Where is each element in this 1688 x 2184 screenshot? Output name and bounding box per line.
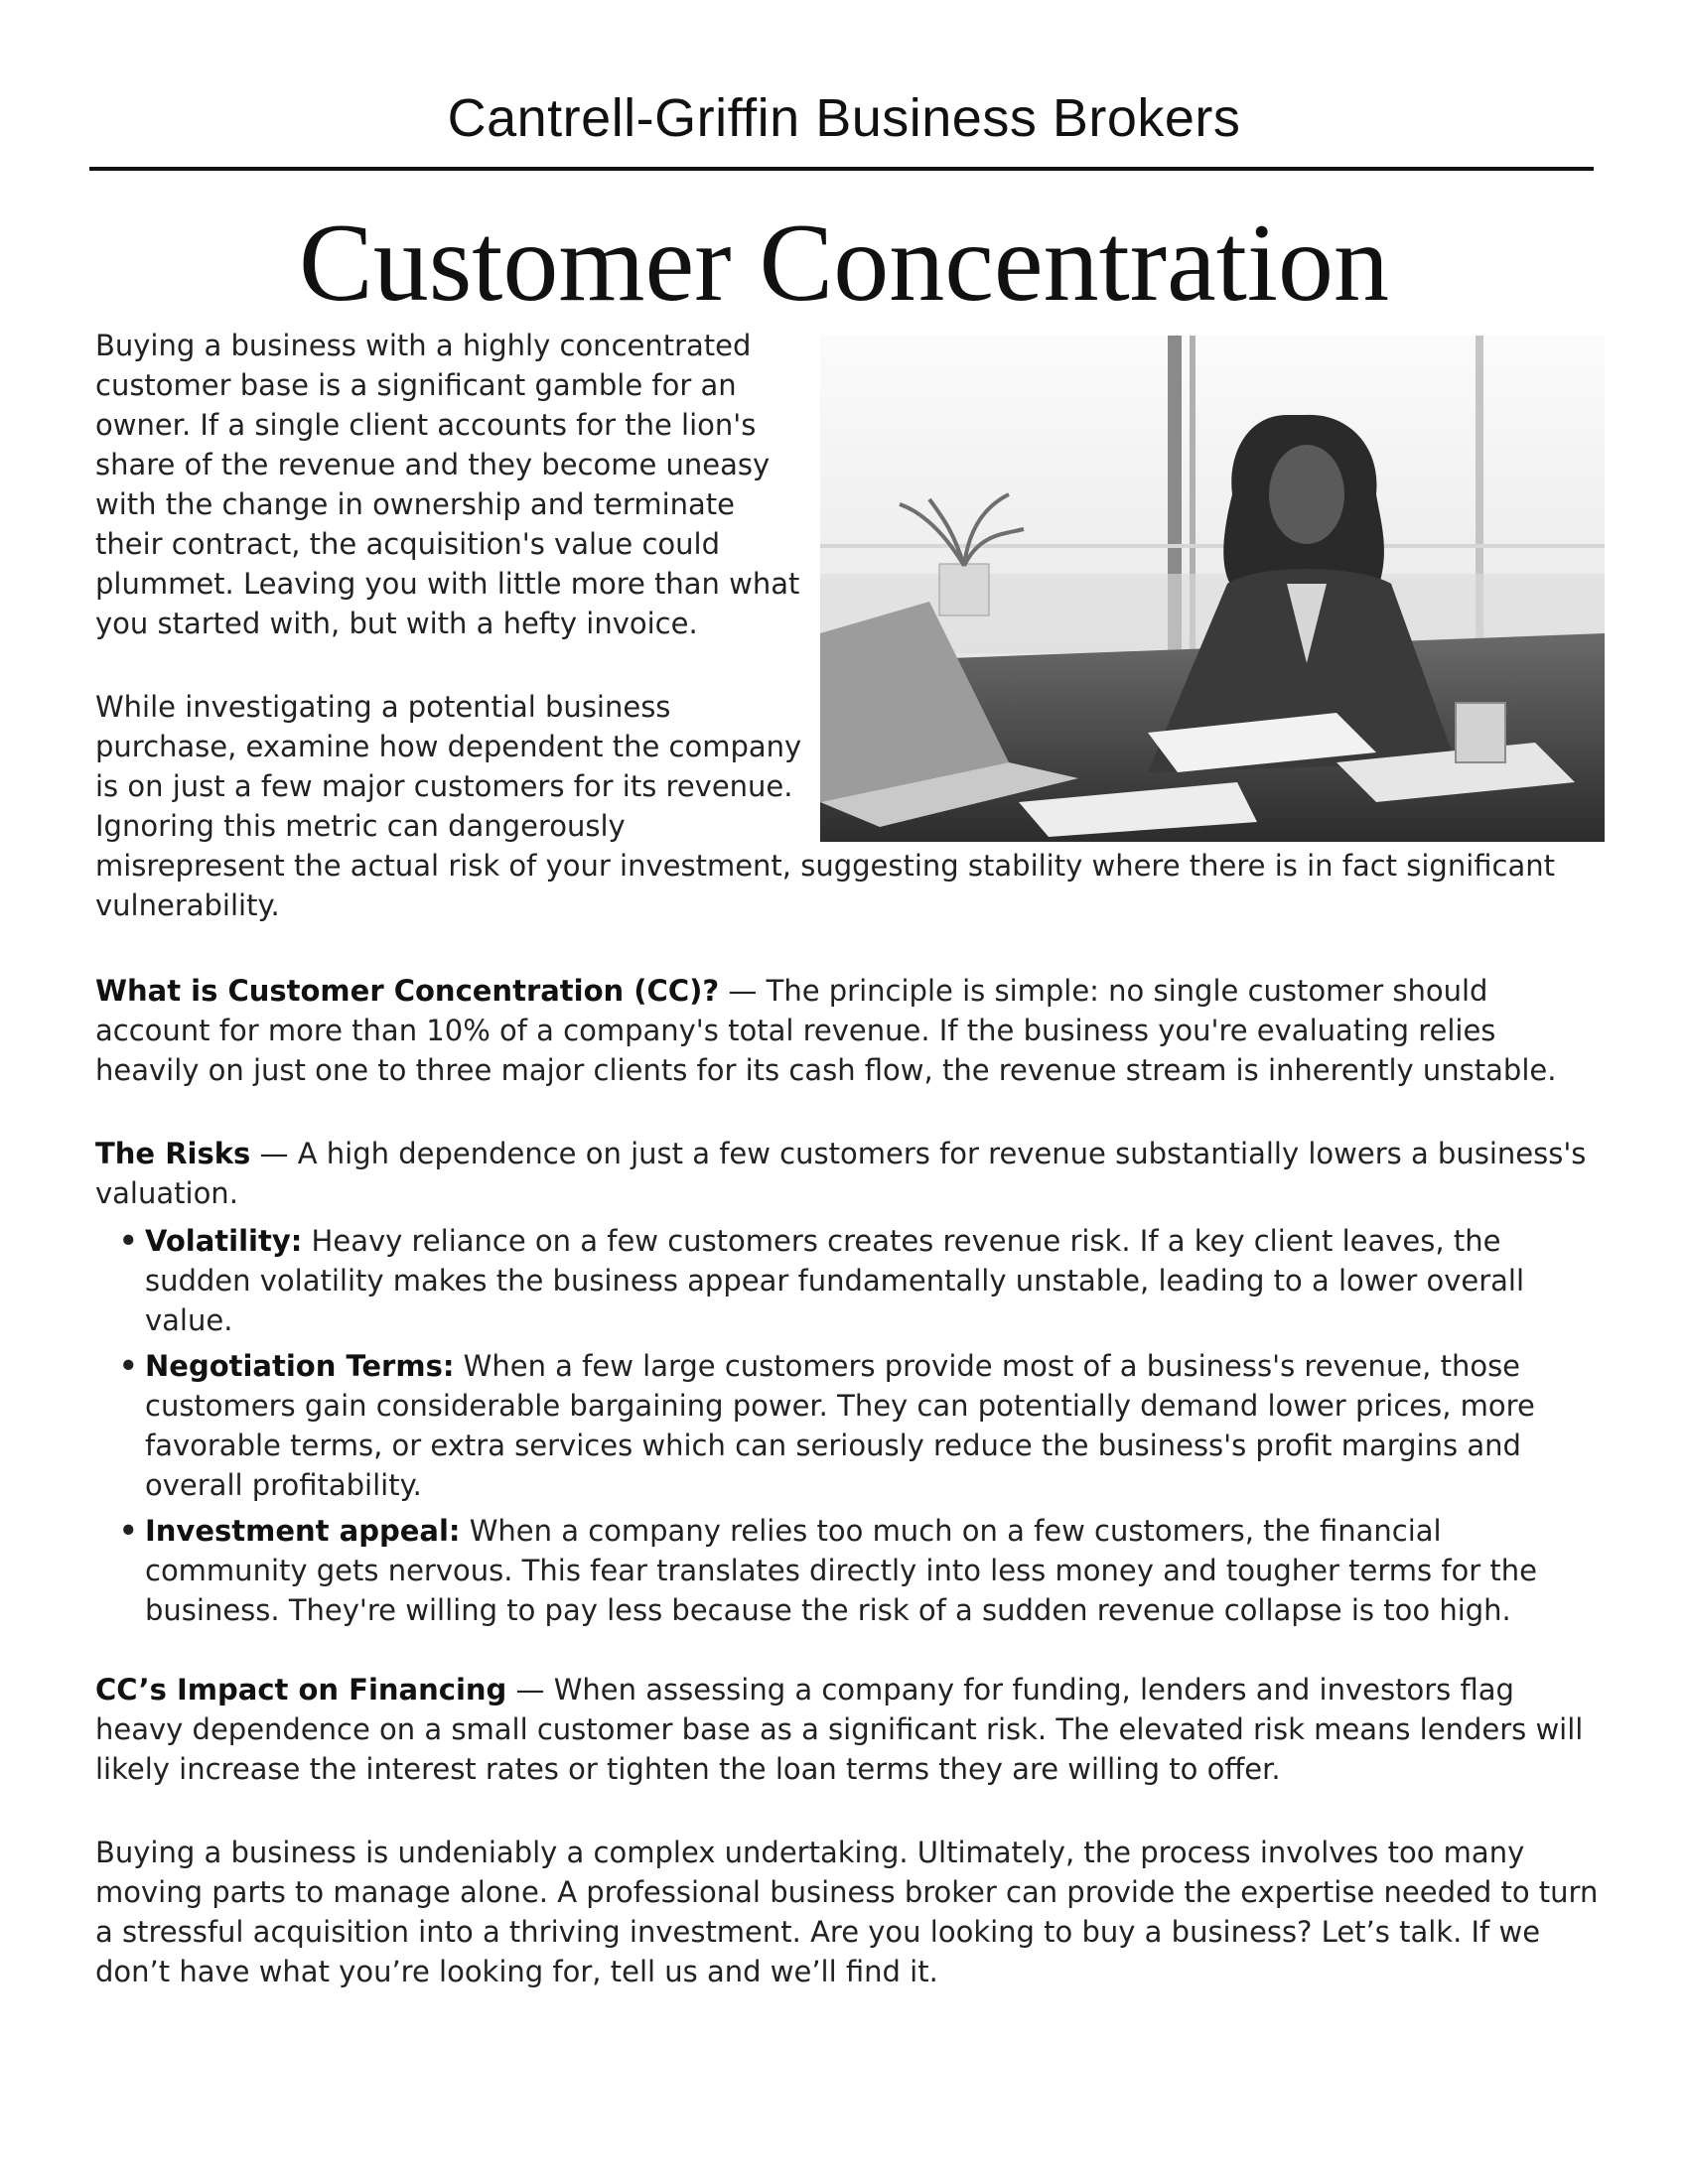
list-item <box>95 1221 1605 1340</box>
bullet-icon: • <box>119 1224 138 1258</box>
bullet-text: When a company relies too much on a few customers, the financial community gets nervous. This fear translates directly into less money and tougher terms for the business. They're willing to pay less because the risk of a sudden revenue collapse is too high. <box>145 1514 1538 1627</box>
intro-section <box>95 326 1605 925</box>
bullet-text: When a few large customers provide most of a business's revenue, those customers gain considerable bargaining power. They can potentially demand lower prices, more favorable terms, or extra services which can seriously reduce the business's profit margins and overall profitability. <box>145 1349 1535 1502</box>
bullet-text: Heavy reliance on a few customers creates revenue risk. If a key client leaves, the sudden volatility makes the business appear fundamentally unstable, leading to a lower overall value. <box>145 1224 1525 1337</box>
closing-paragraph: Buying a business is undeniably a complex undertaking. Ultimately, the process involves too many moving parts to manage alone. A professional business broker can provide the expertise needed to turn a stressful acquisition into a thriving investment. Are you looking to buy a business? Let’s talk. If we don’t have what you’re looking for, tell us and we’ll find it. <box>95 1836 1599 1988</box>
content-sections <box>95 971 1605 1991</box>
risks-bullet-list <box>95 1221 1605 1630</box>
company-name: Cantrell-Griffin Business Brokers <box>447 88 1241 148</box>
businesswoman-office-photo <box>820 336 1605 842</box>
intro-paragraph-2: While investigating a potential business purchase, examine how dependent the company is on just a few major customers for its revenue. Ignoring this metric can dangerously misrepresent the actual risk of your investment, suggesting stability where there is in fact significant vulnerability. <box>95 690 1556 922</box>
what-is-cc-text: — The principle is simple: no single customer should account for more than 10% of a company's total revenue. If the business you're evaluating relies heavily on just one to three major clients for its cash flow, the revenue stream is inherently unstable. <box>95 974 1557 1087</box>
what-is-cc-heading: What is Customer Concentration (CC)? <box>95 974 720 1008</box>
intro-paragraph-1: Buying a business with a highly concentrated customer base is a significant gamble for an owner. If a single client accounts for the lion's share of the revenue and they become uneasy with the change in ownership and terminate their contract, the acquisition's value could plummet. Leaving you with little more than what you started with, but with a hefty invoice. <box>95 329 800 640</box>
financing-heading: CC’s Impact on Financing <box>95 1673 507 1706</box>
bullet-label: Volatility: <box>145 1224 303 1258</box>
financing-text: — When assessing a company for funding, lenders and investors flag heavy dependence on a small customer base as a significant risk. The elevated risk means lenders will likely increase the interest rates or tighten the loan terms they are willing to offer. <box>95 1673 1584 1786</box>
list-item <box>95 1511 1605 1630</box>
bullet-label: Negotiation Terms: <box>145 1349 455 1383</box>
bullet-icon: • <box>119 1514 138 1548</box>
risks-paragraph <box>95 1134 1605 1213</box>
bullet-label: Investment appeal: <box>145 1514 461 1548</box>
financing-paragraph <box>95 1670 1605 1789</box>
list-item <box>95 1346 1605 1505</box>
what-is-cc-paragraph <box>95 971 1605 1090</box>
risks-text: — A high dependence on just a few customers for revenue substantially lowers a business's valuation. <box>95 1137 1587 1210</box>
page-title: Customer Concentration <box>298 202 1389 325</box>
header-divider <box>89 167 1594 171</box>
bullet-icon: • <box>119 1349 138 1383</box>
risks-heading: The Risks <box>95 1137 251 1170</box>
